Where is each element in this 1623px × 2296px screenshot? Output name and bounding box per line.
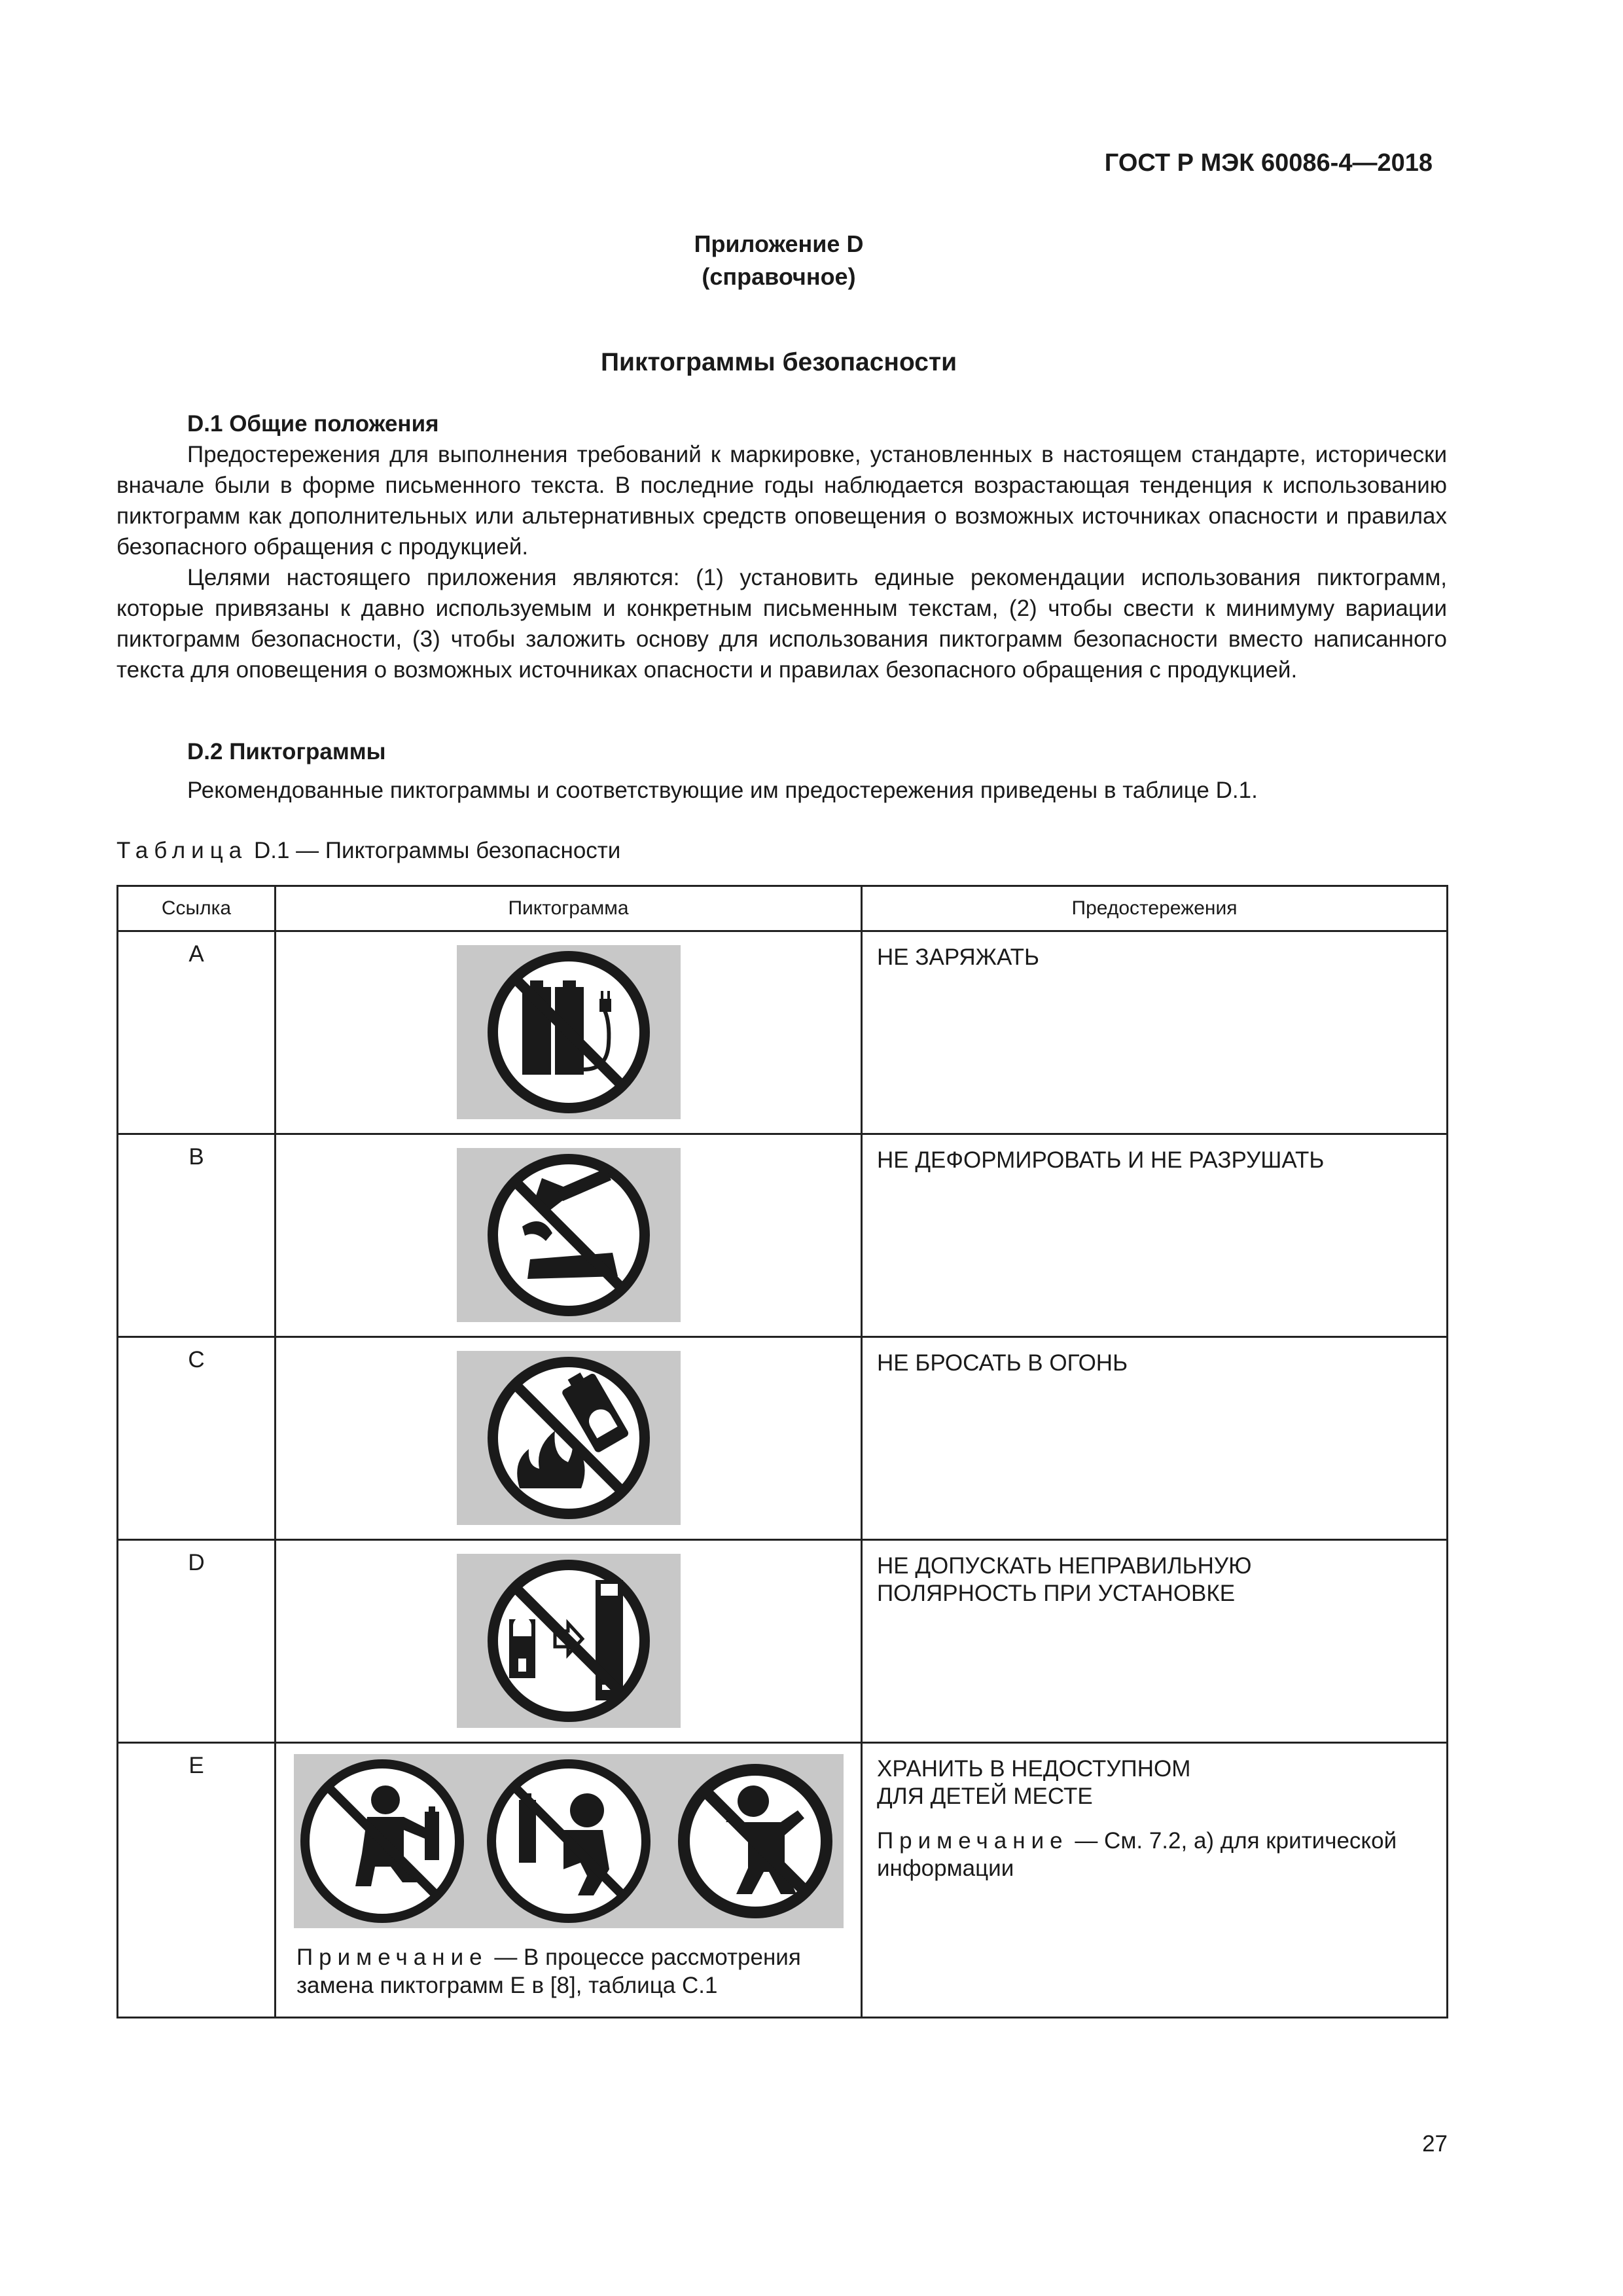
paragraph: Рекомендованные пиктограммы и соответствующие им предостережения приведены в таблице D.1. (187, 778, 1258, 803)
appendix-type: (справочное) (702, 263, 856, 290)
appendix-heading (0, 228, 1558, 293)
table-row (118, 931, 1448, 1134)
ref-cell: B (118, 1134, 276, 1337)
warning-cell: НЕ БРОСАТЬ В ОГОНЬ (862, 1337, 1448, 1540)
note-label: Примечание (877, 1828, 1069, 1854)
note-text: — В процессе рассмотрения замена пиктограмм E в [8], таблица C.1 (296, 1945, 801, 1998)
table-caption-word: Таблица (116, 838, 248, 863)
no-wrong-polarity-icon (457, 1554, 681, 1728)
table-row (118, 1743, 1448, 2018)
page-number: 27 (1422, 2131, 1448, 2157)
warning-cell (862, 1743, 1448, 2018)
pictogram-cell (276, 1134, 862, 1337)
pictogram-cell (276, 931, 862, 1134)
section-heading: D.1 Общие положения (187, 411, 439, 437)
column-header-warnings: Предостережения (862, 886, 1448, 931)
table-caption-text: D.1 — Пиктограммы безопасности (253, 838, 621, 863)
paragraph: Целями настоящего приложения являются: (1) установить единые рекомендации использования пиктограмм, которые привязаны к давно используемым и конкретным письменным текстам, (2) чтобы свести к минимуму вариации пиктограмм безопасности, (3) чтобы заложить основу для использования пиктограмм безопасности вместо написанного текста для оповещения о возможных источниках опасности и правилах безопасного обращения с продукцией. (116, 565, 1447, 683)
table-row (118, 1540, 1448, 1743)
warning-line: ДЛЯ ДЕТЕЙ МЕСТЕ (877, 1784, 1093, 1809)
warning-cell: НЕ ДЕФОРМИРОВАТЬ И НЕ РАЗРУШАТЬ (862, 1134, 1448, 1337)
pictogram-note (277, 1931, 860, 2000)
warning-cell: НЕ ЗАРЯЖАТЬ (862, 931, 1448, 1134)
table-row (118, 1337, 1448, 1540)
warning-cell (862, 1540, 1448, 1743)
section-pictograms (116, 736, 1447, 806)
warning-line: ПОЛЯРНОСТЬ ПРИ УСТАНОВКЕ (877, 1581, 1236, 1606)
pictogram-cell (276, 1540, 862, 1743)
warning-note (877, 1827, 1432, 1882)
section-heading: D.2 Пиктограммы (187, 739, 386, 764)
keep-away-from-children-icon (294, 1754, 844, 1928)
ref-cell: A (118, 931, 276, 1134)
ref-cell: E (118, 1743, 276, 2018)
appendix-label: Приложение D (694, 230, 864, 257)
section-general (116, 408, 1447, 685)
no-crushing-icon (457, 1148, 681, 1322)
ref-cell: C (118, 1337, 276, 1540)
column-header-pictogram: Пиктограмма (276, 886, 862, 931)
ref-cell: D (118, 1540, 276, 1743)
table-caption (116, 838, 620, 864)
no-fire-icon (457, 1351, 681, 1525)
note-label: Примечание (296, 1945, 488, 1970)
warning-line: ХРАНИТЬ В НЕДОСТУПНОМ (877, 1756, 1191, 1782)
no-charging-icon (457, 945, 681, 1119)
warning-line: НЕ ДОПУСКАТЬ НЕПРАВИЛЬНУЮ (877, 1553, 1252, 1579)
pictogram-cell (276, 1743, 862, 2018)
pictogram-cell (276, 1337, 862, 1540)
pictogram-table (116, 885, 1448, 2018)
table-row (118, 1134, 1448, 1337)
paragraph: Предостережения для выполнения требований к маркировке, установленных в настоящем стандарте, исторически вначале были в форме письменного текста. В последние годы наблюдается возрастающая тенденция к использованию пиктограмм как дополнительных или альтернативных средств оповещения о возможных источниках опасности и правилах безопасного обращения с продукцией. (116, 442, 1447, 560)
column-header-ref: Ссылка (118, 886, 276, 931)
page-title: Пиктограммы безопасности (600, 348, 957, 376)
document-code: ГОСТ Р МЭК 60086-4—2018 (1104, 149, 1433, 177)
note-text: — См. 7.2, а) для критической информации (877, 1828, 1397, 1881)
